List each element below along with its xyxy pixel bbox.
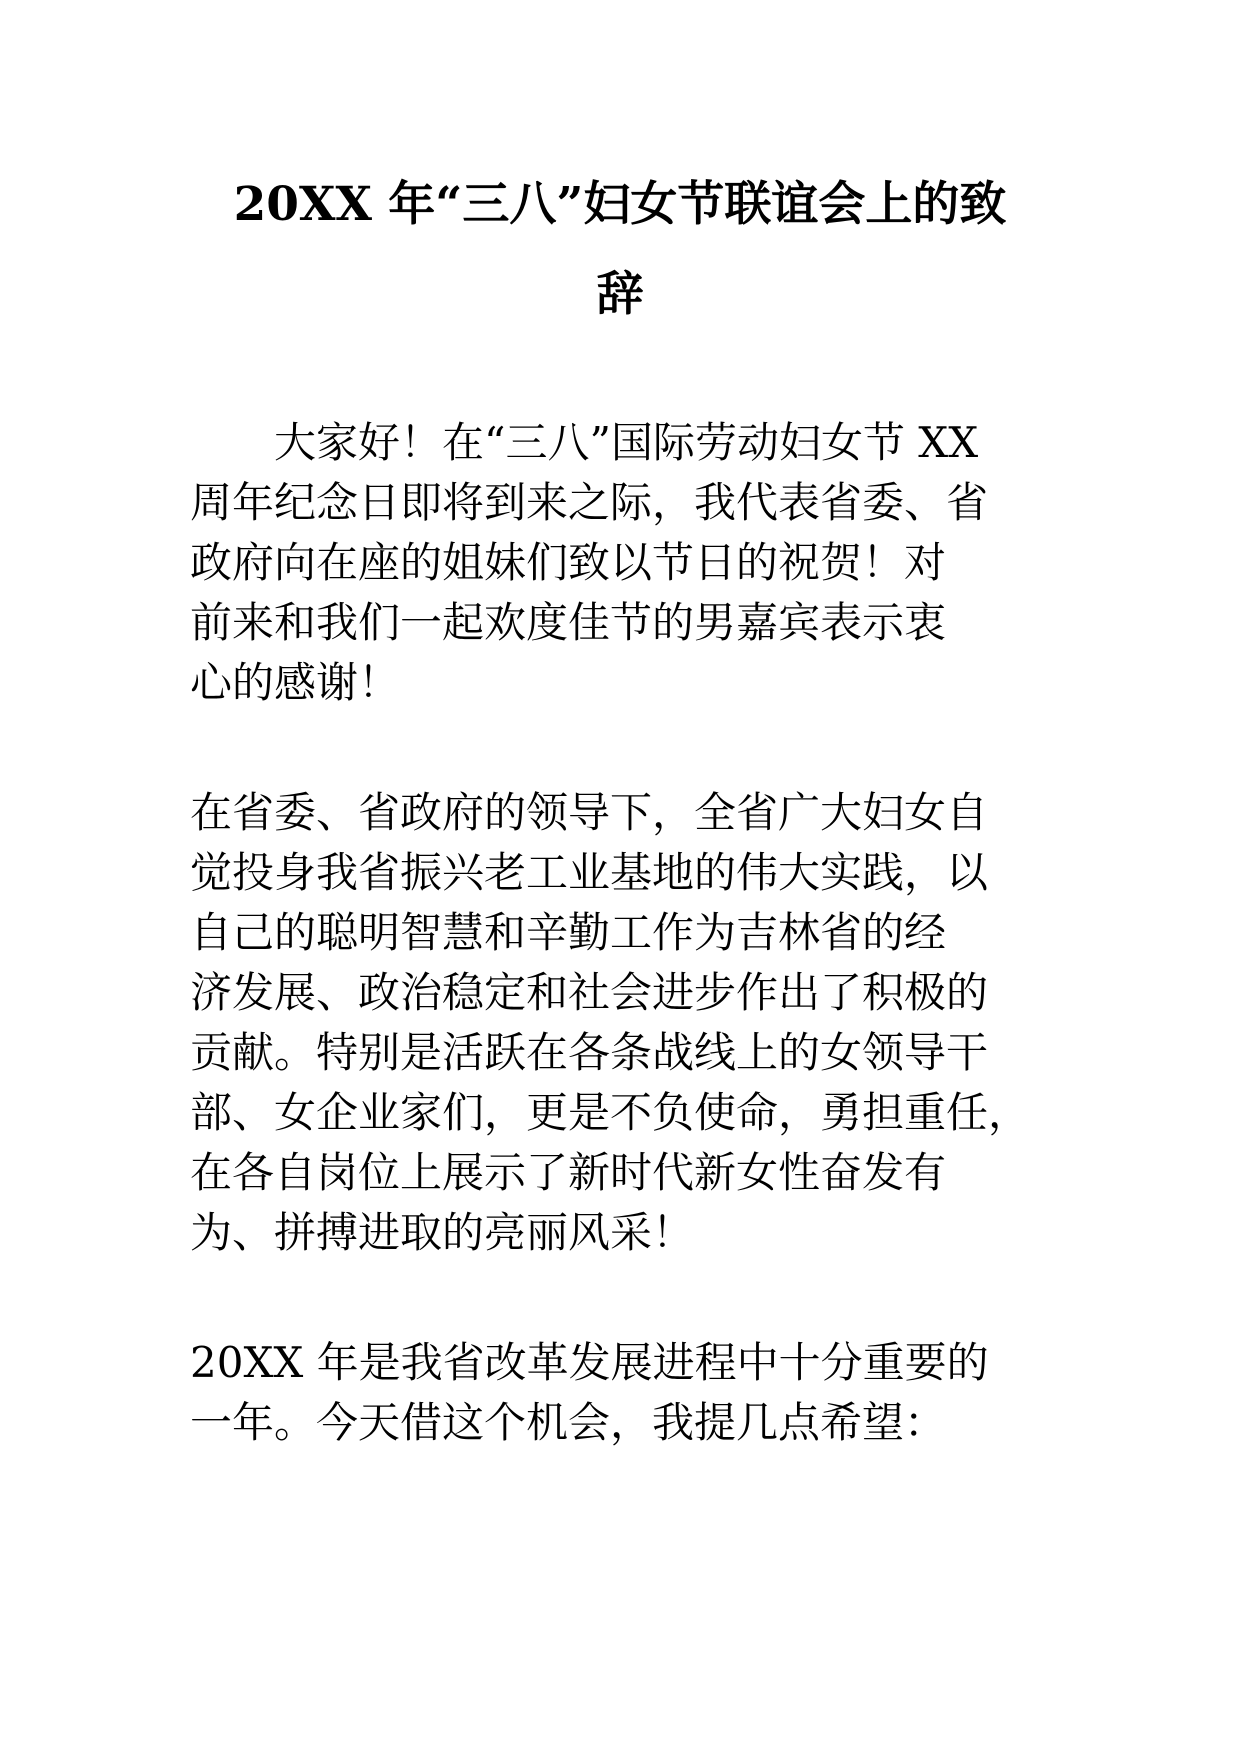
text-line: 大家好！在“三八”国际劳动妇女节 XX [274,418,979,467]
paragraph-greeting [190,413,1050,713]
text-line: 在各自岗位上展示了新时代新女性奋发有 [190,1148,947,1197]
text-line: 济发展、政治稳定和社会进步作出了积极的 [190,968,989,1017]
text-line: 一年。今天借这个机会，我提几点希望： [190,1398,947,1447]
text-line: 觉投身我省振兴老工业基地的伟大实践，以 [190,848,989,897]
paragraph-hopes [190,1333,1050,1453]
text-line: 20XX 年是我省改革发展进程中十分重要的 [190,1338,989,1387]
paragraph-achievements [190,783,1050,1263]
text-line: 自己的聪明智慧和辛勤工作为吉林省的经 [190,908,947,957]
text-line: 部、女企业家们，更是不负使命，勇担重任， [190,1088,1031,1137]
text-line: 为、拼搏进取的亮丽风采！ [190,1208,695,1257]
text-line: 前来和我们一起欢度佳节的男嘉宾表示衷 [190,598,947,647]
text-line: 政府向在座的姐妹们致以节日的祝贺！对 [190,538,947,587]
text-line: 心的感谢！ [190,658,401,707]
document-body [190,413,1050,1453]
text-line: 贡献。特别是活跃在各条战线上的女领导干 [190,1028,989,1077]
text-line: 在省委、省政府的领导下，全省广大妇女自 [190,788,989,837]
title-line: 20XX 年“三八”妇女节联谊会上的致 [233,177,1007,232]
document-title [190,160,1050,340]
title-line: 辞 [596,267,644,322]
text-line: 周年纪念日即将到来之际，我代表省委、省 [190,478,989,527]
